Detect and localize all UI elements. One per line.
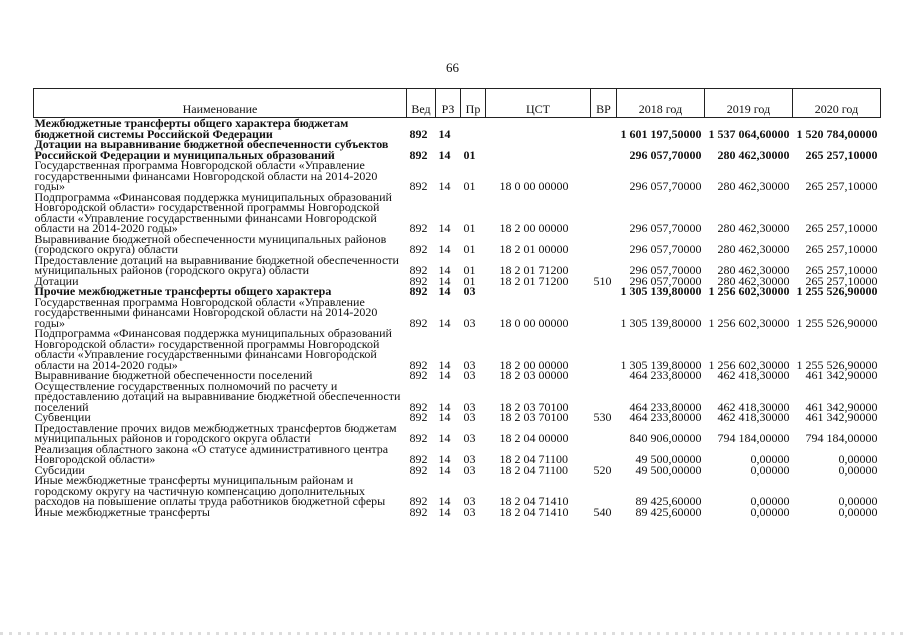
table-row (34, 423, 881, 444)
row-pr: 03 (463, 399, 476, 414)
row-name: Осуществление государственных полномочий по расчету и предоставлению дотаций на выравнивание бюджетной обеспеченности поселений (34, 378, 401, 414)
row-cst: 18 2 00 00000 (499, 357, 569, 372)
scan-artifact-line (0, 632, 905, 635)
row-2020: 461 342,90000 (805, 368, 878, 382)
table-row (34, 381, 881, 413)
row-2020: 0,00000 (838, 504, 878, 519)
row-rz: 14 (438, 315, 451, 330)
row-2020: 265 257,10000 (805, 273, 878, 288)
table-row (34, 255, 881, 276)
row-2018: 296 057,70000 (629, 221, 702, 235)
table-row (34, 444, 881, 465)
row-vr (591, 381, 617, 413)
budget-table (33, 88, 881, 517)
row-rz: 14 (438, 399, 451, 414)
row-cst: 18 2 00 00000 (499, 221, 569, 235)
row-rz: 14 (438, 410, 451, 424)
row-cst (486, 286, 591, 297)
row-cst: 18 2 03 70100 (499, 410, 569, 424)
row-rz: 14 (438, 431, 451, 445)
row-pr: 03 (463, 410, 476, 424)
row-vr (591, 423, 617, 444)
row-cst (486, 139, 591, 160)
row-vr: 540 (593, 504, 612, 519)
row-2019: 462 418,30000 (717, 410, 790, 424)
row-rz: 14 (438, 494, 451, 508)
row-vr: 510 (593, 273, 612, 288)
row-2018: 296 057,70000 (629, 263, 702, 277)
row-ved: 892 (409, 368, 428, 382)
row-cst: 18 2 04 00000 (499, 431, 569, 445)
header-2019: 2019 год (705, 89, 793, 118)
row-cst: 18 0 00 00000 (499, 179, 569, 193)
row-2019: 0,00000 (750, 504, 790, 519)
row-2018: 1 305 139,80000 (620, 315, 702, 330)
row-cst: 18 2 04 71410 (499, 504, 569, 519)
header-rz: РЗ (436, 89, 461, 118)
row-name: Межбюджетные трансферты общего характера бюджетам бюджетной системы Российской Федерации (34, 116, 349, 141)
row-pr: 03 (463, 452, 476, 466)
row-rz: 14 (438, 504, 451, 519)
row-ved: 892 (409, 242, 428, 256)
row-2020: 794 184,00000 (805, 431, 878, 445)
row-2019: 1 256 602,30000 (708, 315, 790, 330)
row-pr: 03 (463, 504, 476, 519)
row-vr: 520 (593, 462, 612, 477)
row-ved: 892 (409, 357, 428, 372)
header-2020: 2020 год (793, 89, 881, 118)
row-pr: 03 (463, 284, 476, 298)
row-pr: 03 (463, 368, 476, 382)
row-rz: 14 (438, 221, 451, 235)
row-rz: 14 (438, 284, 451, 298)
header-pr: Пр (461, 89, 486, 118)
row-2019: 0,00000 (750, 462, 790, 477)
table-row (34, 192, 881, 234)
row-2020: 265 257,10000 (805, 242, 878, 256)
row-2018: 464 233,80000 (629, 399, 702, 414)
row-ved: 892 (409, 315, 428, 330)
row-ved: 892 (409, 399, 428, 414)
row-vr: 530 (593, 410, 612, 424)
row-cst: 18 2 04 71410 (499, 494, 569, 508)
row-2019: 462 418,30000 (717, 399, 790, 414)
row-ved: 892 (409, 504, 428, 519)
row-pr: 01 (463, 273, 476, 288)
row-2019: 280 462,30000 (717, 273, 790, 288)
row-ved: 892 (409, 126, 428, 141)
row-name: Иные межбюджетные трансферты муниципальным районам и городскому округу на частичную компенсацию дополнительных расходов на повышение оплаты труда работников бюджетной сферы (34, 473, 386, 508)
header-vr: ВР (591, 89, 617, 118)
row-rz: 14 (438, 368, 451, 382)
row-rz: 14 (438, 179, 451, 193)
row-rz: 14 (438, 462, 451, 477)
row-vr (591, 475, 617, 507)
row-ved: 892 (409, 263, 428, 277)
row-2018: 464 233,80000 (629, 410, 702, 424)
header-2018: 2018 год (617, 89, 705, 118)
row-2020: 1 520 784,00000 (796, 126, 878, 141)
table-row (34, 160, 881, 192)
table-row (34, 475, 881, 507)
row-cst: 18 2 04 71100 (499, 452, 569, 466)
row-2020: 265 257,10000 (805, 221, 878, 235)
row-2020: 0,00000 (838, 494, 878, 508)
row-name: Реализация областного закона «О статусе административного центра Новгородской области» (34, 441, 389, 466)
row-2019: 280 462,30000 (717, 147, 790, 162)
row-rz: 14 (438, 452, 451, 466)
header-name: Наименование (34, 89, 407, 118)
table-row (34, 297, 881, 329)
row-vr (591, 297, 617, 329)
row-pr: 03 (463, 431, 476, 445)
row-pr (461, 118, 486, 140)
row-ved: 892 (409, 452, 428, 466)
row-cst: 18 2 03 00000 (499, 368, 569, 382)
table-row (34, 118, 881, 140)
row-pr: 01 (463, 263, 476, 277)
table-row (34, 139, 881, 160)
page-number: 66 (446, 60, 459, 75)
row-2019: 794 184,00000 (717, 431, 790, 445)
row-cst: 18 2 04 71100 (499, 462, 569, 477)
row-vr (591, 234, 617, 255)
row-2019: 0,00000 (750, 452, 790, 466)
table-row (34, 328, 881, 370)
row-cst: 18 2 03 70100 (499, 399, 569, 414)
row-name: Подпрограмма «Финансовая поддержка муниципальных образований Новгородской области» государственной программы Новгородской области «Управление государственными финансами Новгородской области на 2014-2020 годы» (34, 189, 392, 235)
row-pr: 03 (463, 462, 476, 477)
row-2018: 296 057,70000 (629, 147, 702, 162)
row-2018: 89 425,60000 (635, 504, 702, 519)
row-name: Иные межбюджетные трансферты (34, 504, 210, 519)
row-name: Государственная программа Новгородской области «Управление государственными финансами Новгородской области на 2014-2020 годы» (34, 294, 378, 330)
row-2020: 0,00000 (838, 462, 878, 477)
row-2019: 280 462,30000 (717, 221, 790, 235)
row-rz: 14 (438, 357, 451, 372)
row-2020: 461 342,90000 (805, 410, 878, 424)
row-name: Выравнивание бюджетной обеспеченности муниципальных районов (городского округа) области (34, 231, 387, 256)
row-ved: 892 (409, 273, 428, 288)
row-vr (591, 444, 617, 465)
row-name: Субсидии (34, 462, 85, 477)
row-rz: 14 (438, 242, 451, 256)
row-2019: 280 462,30000 (717, 179, 790, 193)
row-2018: 840 906,00000 (629, 431, 702, 445)
row-2020: 1 255 526,90000 (796, 357, 878, 372)
row-2019: 462 418,30000 (717, 368, 790, 382)
row-cst: 18 0 00 00000 (499, 315, 569, 330)
row-name: Государственная программа Новгородской области «Управление государственными финансами Новгородской области на 2014-2020 годы» (34, 158, 378, 193)
row-rz: 14 (438, 263, 451, 277)
row-2020: 0,00000 (838, 452, 878, 466)
row-2018: 296 057,70000 (629, 273, 702, 288)
row-vr (591, 192, 617, 234)
row-pr: 01 (463, 147, 476, 162)
row-cst (486, 118, 591, 140)
row-2018: 1 305 139,80000 (620, 357, 702, 372)
row-2019: 0,00000 (750, 494, 790, 508)
row-cst: 18 2 01 00000 (499, 242, 569, 256)
row-2018: 296 057,70000 (629, 179, 702, 193)
row-2019: 280 462,30000 (717, 242, 790, 256)
row-ved: 892 (409, 221, 428, 235)
row-vr (591, 286, 617, 297)
row-2018: 464 233,80000 (629, 368, 702, 382)
row-2018: 49 500,00000 (635, 462, 702, 477)
header-cst: ЦСТ (486, 89, 591, 118)
row-2018: 1 305 139,80000 (620, 284, 702, 298)
row-2020: 265 257,10000 (805, 263, 878, 277)
table-row (34, 234, 881, 255)
row-pr: 01 (463, 221, 476, 235)
row-name: Прочие межбюджетные трансферты общего характера (34, 284, 332, 298)
row-2018: 89 425,60000 (635, 494, 702, 508)
table-header-row (34, 89, 881, 118)
header-ved: Вед (407, 89, 436, 118)
row-rz: 14 (438, 273, 451, 288)
row-ved: 892 (409, 147, 428, 162)
row-name: Субвенции (34, 410, 91, 424)
row-vr (591, 160, 617, 192)
row-2018: 1 601 197,50000 (620, 126, 702, 141)
row-pr: 03 (463, 494, 476, 508)
row-vr (591, 139, 617, 160)
row-ved: 892 (409, 431, 428, 445)
row-cst: 18 2 01 71200 (499, 263, 569, 277)
row-ved: 892 (409, 494, 428, 508)
row-vr (591, 328, 617, 370)
row-2019: 1 256 602,30000 (708, 357, 790, 372)
row-2020: 265 257,10000 (805, 179, 878, 193)
row-2020: 461 342,90000 (805, 399, 878, 414)
row-vr (591, 118, 617, 140)
row-2018: 296 057,70000 (629, 242, 702, 256)
row-name: Подпрограмма «Финансовая поддержка муниципальных образований Новгородской области» государственной программы Новгородской области «Управление государственными финансами Новгородской области на 2014-2020 годы» (34, 326, 392, 372)
table-row (34, 507, 881, 518)
row-name: Предоставление дотаций на выравнивание бюджетной обеспеченности муниципальных районов (городского округа) области (34, 252, 399, 277)
row-2019: 280 462,30000 (717, 263, 790, 277)
row-vr (591, 370, 617, 381)
row-ved: 892 (409, 284, 428, 298)
row-pr: 01 (463, 179, 476, 193)
row-name: Дотации на выравнивание бюджетной обеспеченности субъектов Российской Федерации и муниципальных образований (34, 137, 389, 162)
row-pr: 03 (463, 357, 476, 372)
row-name: Выравнивание бюджетной обеспеченности поселений (34, 368, 313, 382)
row-pr: 01 (463, 242, 476, 256)
row-rz: 14 (438, 147, 451, 162)
row-name: Предоставление прочих видов межбюджетных трансфертов бюджетам муниципальных районов и городского округа области (34, 420, 397, 445)
row-name: Дотации (34, 273, 79, 288)
row-vr (591, 255, 617, 276)
row-2018: 49 500,00000 (635, 452, 702, 466)
row-2020: 265 257,10000 (805, 147, 878, 162)
row-2019: 1 256 602,30000 (708, 284, 790, 298)
row-pr: 03 (463, 315, 476, 330)
row-ved: 892 (409, 179, 428, 193)
row-ved: 892 (409, 410, 428, 424)
row-2020: 1 255 526,90000 (796, 284, 878, 298)
row-ved: 892 (409, 462, 428, 477)
row-rz: 14 (438, 126, 451, 141)
row-cst: 18 2 01 71200 (499, 273, 569, 288)
row-2019: 1 537 064,60000 (708, 126, 790, 141)
row-2020: 1 255 526,90000 (796, 315, 878, 330)
